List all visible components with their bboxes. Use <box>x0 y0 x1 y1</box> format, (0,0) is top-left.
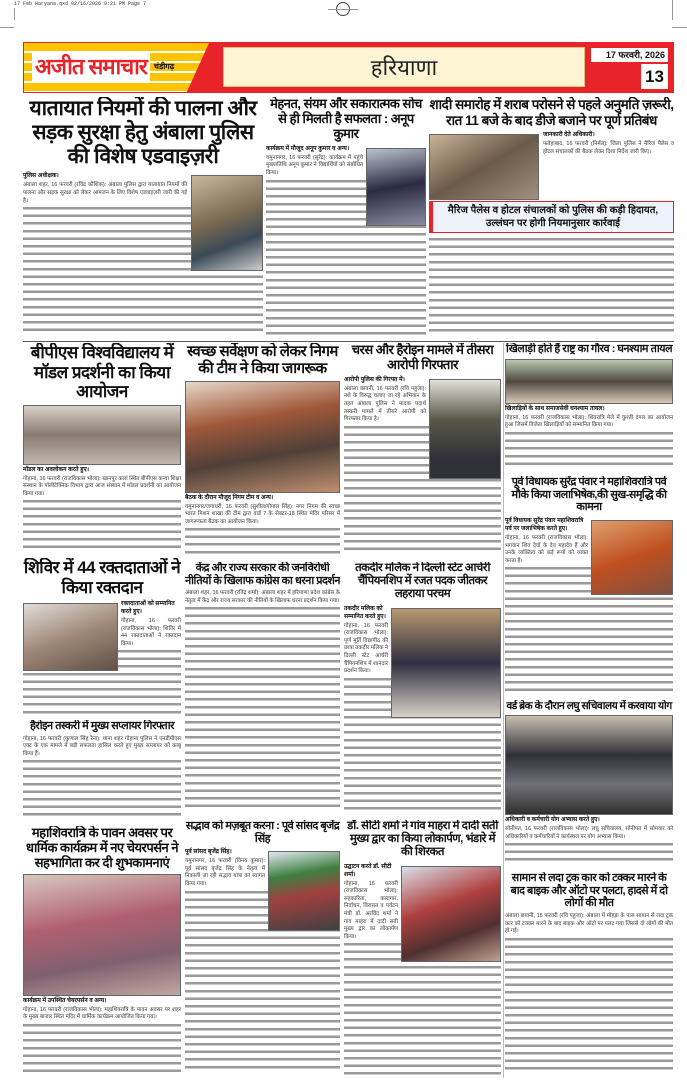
story-body: यमुनानगर, 16 फरवरी (विनय कुमार): पूर्व सांसद बृजेंद्र सिंह के नेतृत्व में निकाली जा रही सद्भाव यात्रा का स्वागत किया गया। <box>185 858 265 888</box>
story-headline: शादी समारोह में शराब परोसने से पहले अनुमति ज़रूरी, रात 11 बजे के बाद डीजे बजाने पर पूर्ण प्रतिबंध <box>429 97 674 128</box>
crop-mark <box>0 27 14 28</box>
crop-mark <box>672 0 673 20</box>
story-body: गोहाना, 16 फरवरी (राजविकास भोला): शिवरात्रि मेले में कुश्ती दंगल का आयोजन हुआ जिसमें विजेता खिलाड़ियों को सम्मानित किया गया। <box>505 414 673 429</box>
news-photo <box>401 866 501 962</box>
story-body: गोहाना, 16 फरवरी (राजविकास भोला): महाशिवरात्रि के पावन अवसर पर शहर के मुख्य बाजार स्थित मंदिर में धार्मिक कार्यक्रम आयोजित किया गया। <box>23 1006 181 1021</box>
news-photo <box>23 405 181 465</box>
story-text-continuation <box>23 758 181 819</box>
newspaper-logo: अजीत समाचार <box>32 51 150 81</box>
crop-mark <box>14 8 15 20</box>
story-body: अंबाला शहर, 16 फरवरी (रविंद्र कौशिक): अंबाला पुलिस द्वारा यातायात नियमों की पालना और सड़क सुरक्षा को लेकर आमजन के लिए विशेष एडवाइज़री जारी की गई है। <box>23 182 187 204</box>
page-number: 13 <box>641 64 668 89</box>
issue-date: 17 फरवरी, 2026 <box>591 48 668 62</box>
story-headline: हैरोइन तस्करी में मुख्य सप्लायर गिरफ्तार <box>29 720 175 732</box>
news-photo <box>429 379 501 479</box>
news-story <box>185 820 340 1078</box>
story-headline: वर्ड ब्रेक के दौरान लघु सचिवालय में करवाया योग <box>506 700 672 712</box>
story-body: फतेहाबाद, 16 फरवरी (निर्मल): जिला पुलिस ने मैरिज पैलेस व होटल संचालकों की बैठक लेकर दिशा निर्देश जारी किए। <box>543 141 674 155</box>
story-headline: मेहनत, संयम और सकारात्मक सोच से ही मिलती है सफलता : अनूप कुमार <box>270 97 422 141</box>
photo-caption: पूर्व सांसद बृजेंद्र सिंह। <box>185 849 232 856</box>
story-headline: सद्भाव को मज़बूत करना : पूर्व सांसद बृजेंद्र सिंह <box>185 820 340 845</box>
story-headline: शिविर में 44 रक्तदाताओं ने किया रक्तदान <box>23 558 181 597</box>
section-title: हरियाणा <box>223 47 585 87</box>
story-text-continuation <box>505 430 673 468</box>
story-body: गोहाना, 16 फरवरी (राजविकास भोला): शिविर में 44 रक्तदाताओं ने रक्तदान किया। <box>121 618 181 647</box>
photo-caption: तकदीर मलिक को सम्मानित करते हुए। <box>344 605 386 620</box>
story-body: गोहाना, 16 फरवरी (राजविकास भोला): पूर्ण मूर्ति विद्यापीठ की छात्रा तकदीर मलिक ने दिल्ली स्टेट आर्चरी चैंपियनशिप में शानदार प्रदर्शन किया। <box>344 622 388 675</box>
news-story <box>505 476 673 698</box>
story-text-continuation <box>505 936 673 1073</box>
news-story <box>505 700 673 870</box>
news-photo <box>23 603 118 671</box>
photo-caption: जानकारी देते अधिकारी। <box>543 132 595 139</box>
news-story <box>266 97 426 340</box>
news-photo <box>23 874 181 996</box>
photo-caption: पूर्व विधायक सुरेंद्र पंवार महाशिवरात्रि पर्व पर जलाभिषेक करते हुए। <box>505 517 584 532</box>
masthead <box>23 42 674 93</box>
story-text-continuation <box>505 841 673 864</box>
photo-caption: कार्यक्रम में मौजूद अनूप कुमार व अन्य। <box>266 145 350 152</box>
news-photo <box>268 851 340 931</box>
news-story <box>23 720 181 820</box>
story-body: गोहाना, 16 फरवरी (राजविकास भोला): सहकारिता, कारागार, निर्वाचन, विरासत व पर्यटन मंत्री डॉ. अरविंद शर्मा ने गांव माहरा में दादी सती मुख्य द्वार का लोकार्पण किया। <box>344 880 398 940</box>
news-photo <box>429 134 539 200</box>
news-story <box>185 343 340 558</box>
story-headline: केंद्र और राज्य सरकार की जनविरोधी नीतियों के खिलाफ कांग्रेस का धरना प्रदर्शन <box>185 562 340 587</box>
story-headline: चरस और हैरोइन मामले में तीसरा आरोपी गिरफ्तार <box>351 343 494 372</box>
news-story <box>429 97 674 340</box>
story-body: यमुनानगर, 16 फरवरी (सुरेंद्र): कार्यक्रम में पहुंचे मुख्यातिथि अनूप कुमार ने विद्यार्थियों को संबोधित किया। <box>266 154 363 176</box>
news-photo <box>366 148 426 226</box>
news-story <box>23 558 181 718</box>
story-body: गोहाना, 16 फरवरी (राजविकास भोला): खानपुर कलां स्थित बीपीएस कन्या शिक्षा संस्थान के पॉलीटेक्निक विभाग द्वारा आज संस्थान में मॉडल प्रदर्शनी का आयोजन किया गया। <box>23 475 181 497</box>
photo-caption: कार्यक्रम में उपस्थित चेयरपर्सन व अन्य। <box>23 997 107 1004</box>
story-headline: स्वच्छ सर्वेक्षण को लेकर निगम की टीम ने किया जागरूक <box>187 343 338 378</box>
story-body: सोनीपत, 16 फरवरी (राजविकास भोला): लघु सचिवालय, सोनीपत में सोमवार को अधिकारियों व कर्मचारियों ने कार्यस्थल पर योग अभ्यास किया। <box>505 826 673 840</box>
story-headline: यातायात नियमों की पालना और सड़क सुरक्षा हेतु अंबाला पुलिस की विशेष एडवाइज़री <box>29 97 257 169</box>
news-photo <box>591 520 673 595</box>
photo-caption: बैठक के दौरान मौजूद निगम टीम व अन्य। <box>185 494 274 501</box>
registration-mark-line <box>328 9 358 10</box>
photo-caption: पुलिस अधीक्षक। <box>23 173 59 180</box>
photo-caption: खिलाड़ियों के साथ समाजसेवी घनश्याम तायल। <box>505 405 605 412</box>
news-story <box>344 820 501 1078</box>
story-body: यमुनानगर/जगाधरी, 16 फरवरी (सुशील/गोपाल सिंह): नगर निगम की स्वच्छ भारत मिशन शाखा की टीम द्वारा वार्ड 7 के सेक्टर-18 स्थित मंदिर परिसर में जागरूकता बैठक का आयोजन किया। <box>185 503 340 525</box>
story-text-continuation <box>185 605 340 810</box>
story-text-continuation <box>344 941 501 1078</box>
news-photo <box>191 175 263 271</box>
news-story <box>23 826 181 1078</box>
story-headline: सामान से लदा ट्रक कार को टक्कर मारने के बाद बाइक और ऑटो पर पलटा, हादसे में दो लोगों की मौत <box>510 872 668 910</box>
news-story <box>344 343 501 558</box>
photo-caption: मॉडल का अवलोकन करते हुए। <box>23 466 89 473</box>
story-text-continuation <box>23 498 181 551</box>
photo-caption: उद्घाटन करते डॉ. सीटी शर्मा। <box>344 863 392 878</box>
story-body: गोहाना, 16 फरवरी (राजविकास भोला): भगवान शिव देवों के देव महादेव हैं और उनके व्यक्तित्व को कई रूपों को व्यक्त करता है। <box>505 534 588 564</box>
story-headline: खिलाड़ी होते हैं राष्ट्र का गौरव : घनश्याम तायल <box>505 343 673 355</box>
news-photo <box>505 715 673 815</box>
story-body: अंबाला छावनी, 16 फरवरी (रवि पहुजा): अंबाला में मोहड़ा के पास सामान से लदा ट्रक कार को टक्कर मारने के बाद बाइक और ऑटो पर पलट गया जिससे दो लोगों की मौत हो गई। <box>505 912 673 935</box>
news-story <box>185 562 340 817</box>
news-story <box>505 343 673 473</box>
news-story <box>344 562 501 814</box>
story-text-continuation <box>185 526 340 556</box>
news-photo <box>185 381 340 493</box>
story-headline: डॉ. सीटी शर्मा ने गांव माहरा में दादी सती मुख्य द्वार का किया लोकार्पण, भंडारे में की शिरकत <box>347 820 498 859</box>
story-headline: तकदीर मलिक ने दिल्ली स्टेट आर्चरी चैंपियनशिप में रजत पदक जीतकर लहराया परचम <box>355 562 490 601</box>
story-text-continuation <box>429 236 674 335</box>
story-body: गोहाना, 16 फरवरी (कुणाल सिंह रैना): थाना शहर गोहाना पुलिस ने एनडीपीएस एक्ट के एक मामले में बड़ी सफलता हासिल करते हुए मुख्य सप्लायर को काबू किया है। <box>23 735 181 757</box>
news-story <box>23 97 263 340</box>
photo-caption: रक्तदाताओं को सम्मानित करते हुए। <box>121 601 175 616</box>
news-story <box>23 343 181 556</box>
column-divider <box>23 341 674 342</box>
news-story <box>505 872 673 1078</box>
story-headline: पूर्व विधायक सुरेंद्र पंवार ने महाशिवरात्रि पर्व मौके किया जलाभिषेक,की सुख-समृद्धि की कामना <box>511 476 667 514</box>
story-body: अंबाला शहर, 16 फरवरी (रविंद्र शर्मा): अंबाला शहर में हरियाणा प्रदेश कांग्रेस के नेतृत्व में केंद्र और राज्य सरकार की नीतियों के खिलाफ धरना प्रदर्शन किया गया। <box>185 590 340 604</box>
column-divider <box>503 343 504 1078</box>
news-photo <box>505 359 673 404</box>
logo-row <box>32 51 197 81</box>
story-headline: महाशिवरात्रि के पावन अवसर पर धार्मिक कार्यक्रम में नए चेयरपर्सन ने सहभागिता कर दी शुभकामनाएं <box>25 826 179 870</box>
file-slug: 17 Feb Haryana.qxd 02/16/2026 9:21 PM Page 7 <box>14 1 147 7</box>
story-text-continuation <box>23 1022 181 1075</box>
edition-city: चंडीगढ़ <box>153 61 175 71</box>
photo-caption: अधिकारी व कर्मचारी योग अभ्यास करते हुए। <box>505 817 600 824</box>
crop-mark <box>672 27 687 28</box>
highlight-box: मैरिज पैलेस व होटल संचालकों को पुलिस की कड़ी हिदायत, उल्लंघन पर होगी नियमानुसार कार्रवाई <box>429 201 674 233</box>
photo-caption: आरोपी पुलिस की गिरफ्त में। <box>344 376 405 383</box>
story-body: अंबाला छावनी, 16 फरवरी (रवि पहुजा): नशे के विरुद्ध चलाए जा रहे अभियान के तहत अंबाला पुलिस ने मादक पदार्थ तस्करी मामले में तीसरे आरोपी को गिरफ्तार किया है। <box>344 385 426 423</box>
news-photo <box>391 608 501 718</box>
story-headline: बीपीएस विश्वविद्यालय में मॉडल प्रदर्शनी का किया आयोजन <box>30 343 174 402</box>
